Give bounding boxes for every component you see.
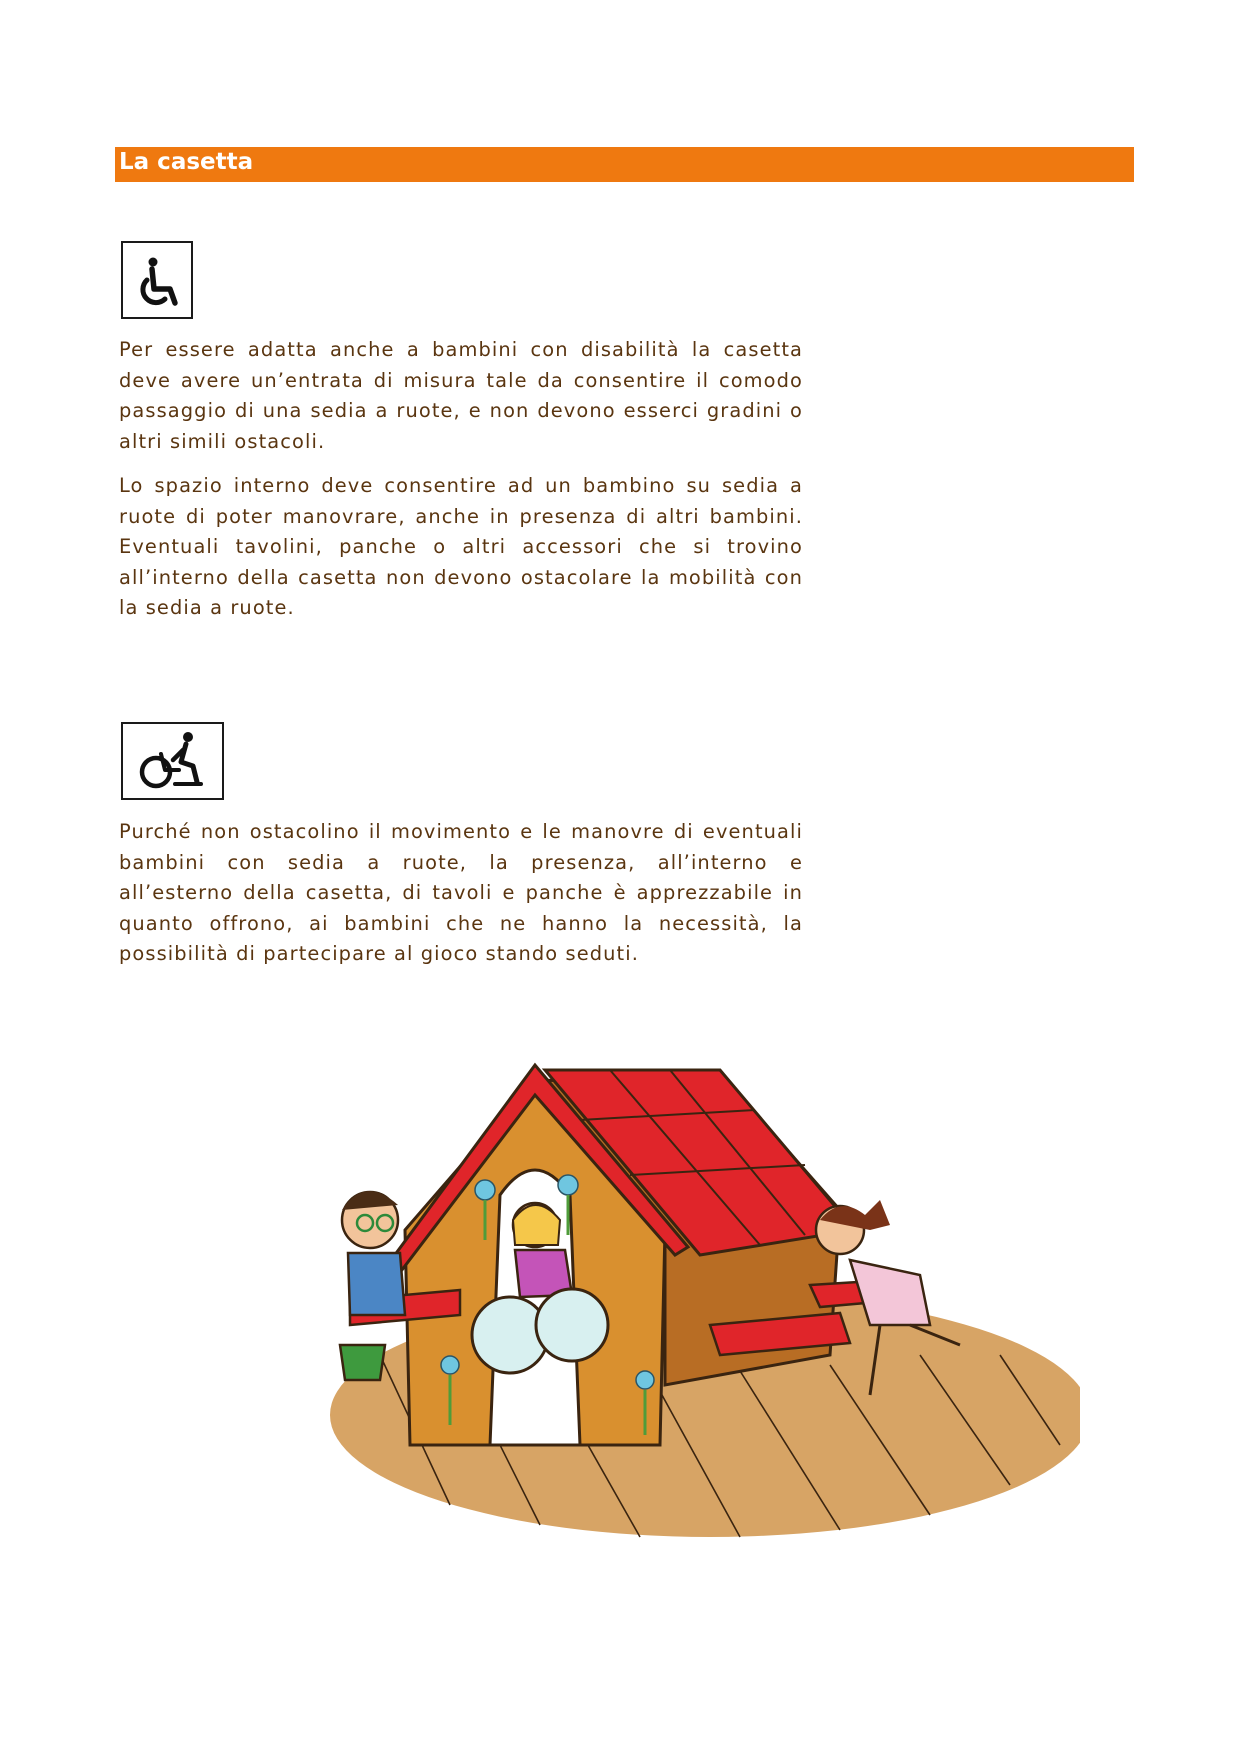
wheelchair-icon [121,241,193,319]
wheelchair-user-icon [121,722,224,800]
playhouse-illustration [310,1025,1080,1545]
paragraph-tables-benches: Purché non ostacolino il movimento e le manovre di eventuali bambini con sedia a ruote, la presenza, all’interno e all’esterno della casetta, di tavoli e panche è apprezzabile in quanto offrono, ai bambini che ne hanno la necessità, la possibilità di partecipare al gioco stando seduti. [119,820,803,966]
section-title: La casetta [119,149,254,175]
section-header [115,147,1134,182]
paragraph-interior-space: Lo spazio interno deve consentire ad un bambino su sedia a ruote di poter manovrare, anche in presenza di altri bambini. Eventuali tavolini, panche o altri accessori che si trovino all’interno della casetta non devono ostacolare la mobilità con la sedia a ruote. [119,474,803,620]
paragraph-entrance: Per essere adatta anche a bambini con disabilità la casetta deve avere un’entrata di misura tale da consentire il comodo passaggio di una sedia a ruote, e non devono esserci gradini o altri simili ostacoli. [119,338,803,453]
